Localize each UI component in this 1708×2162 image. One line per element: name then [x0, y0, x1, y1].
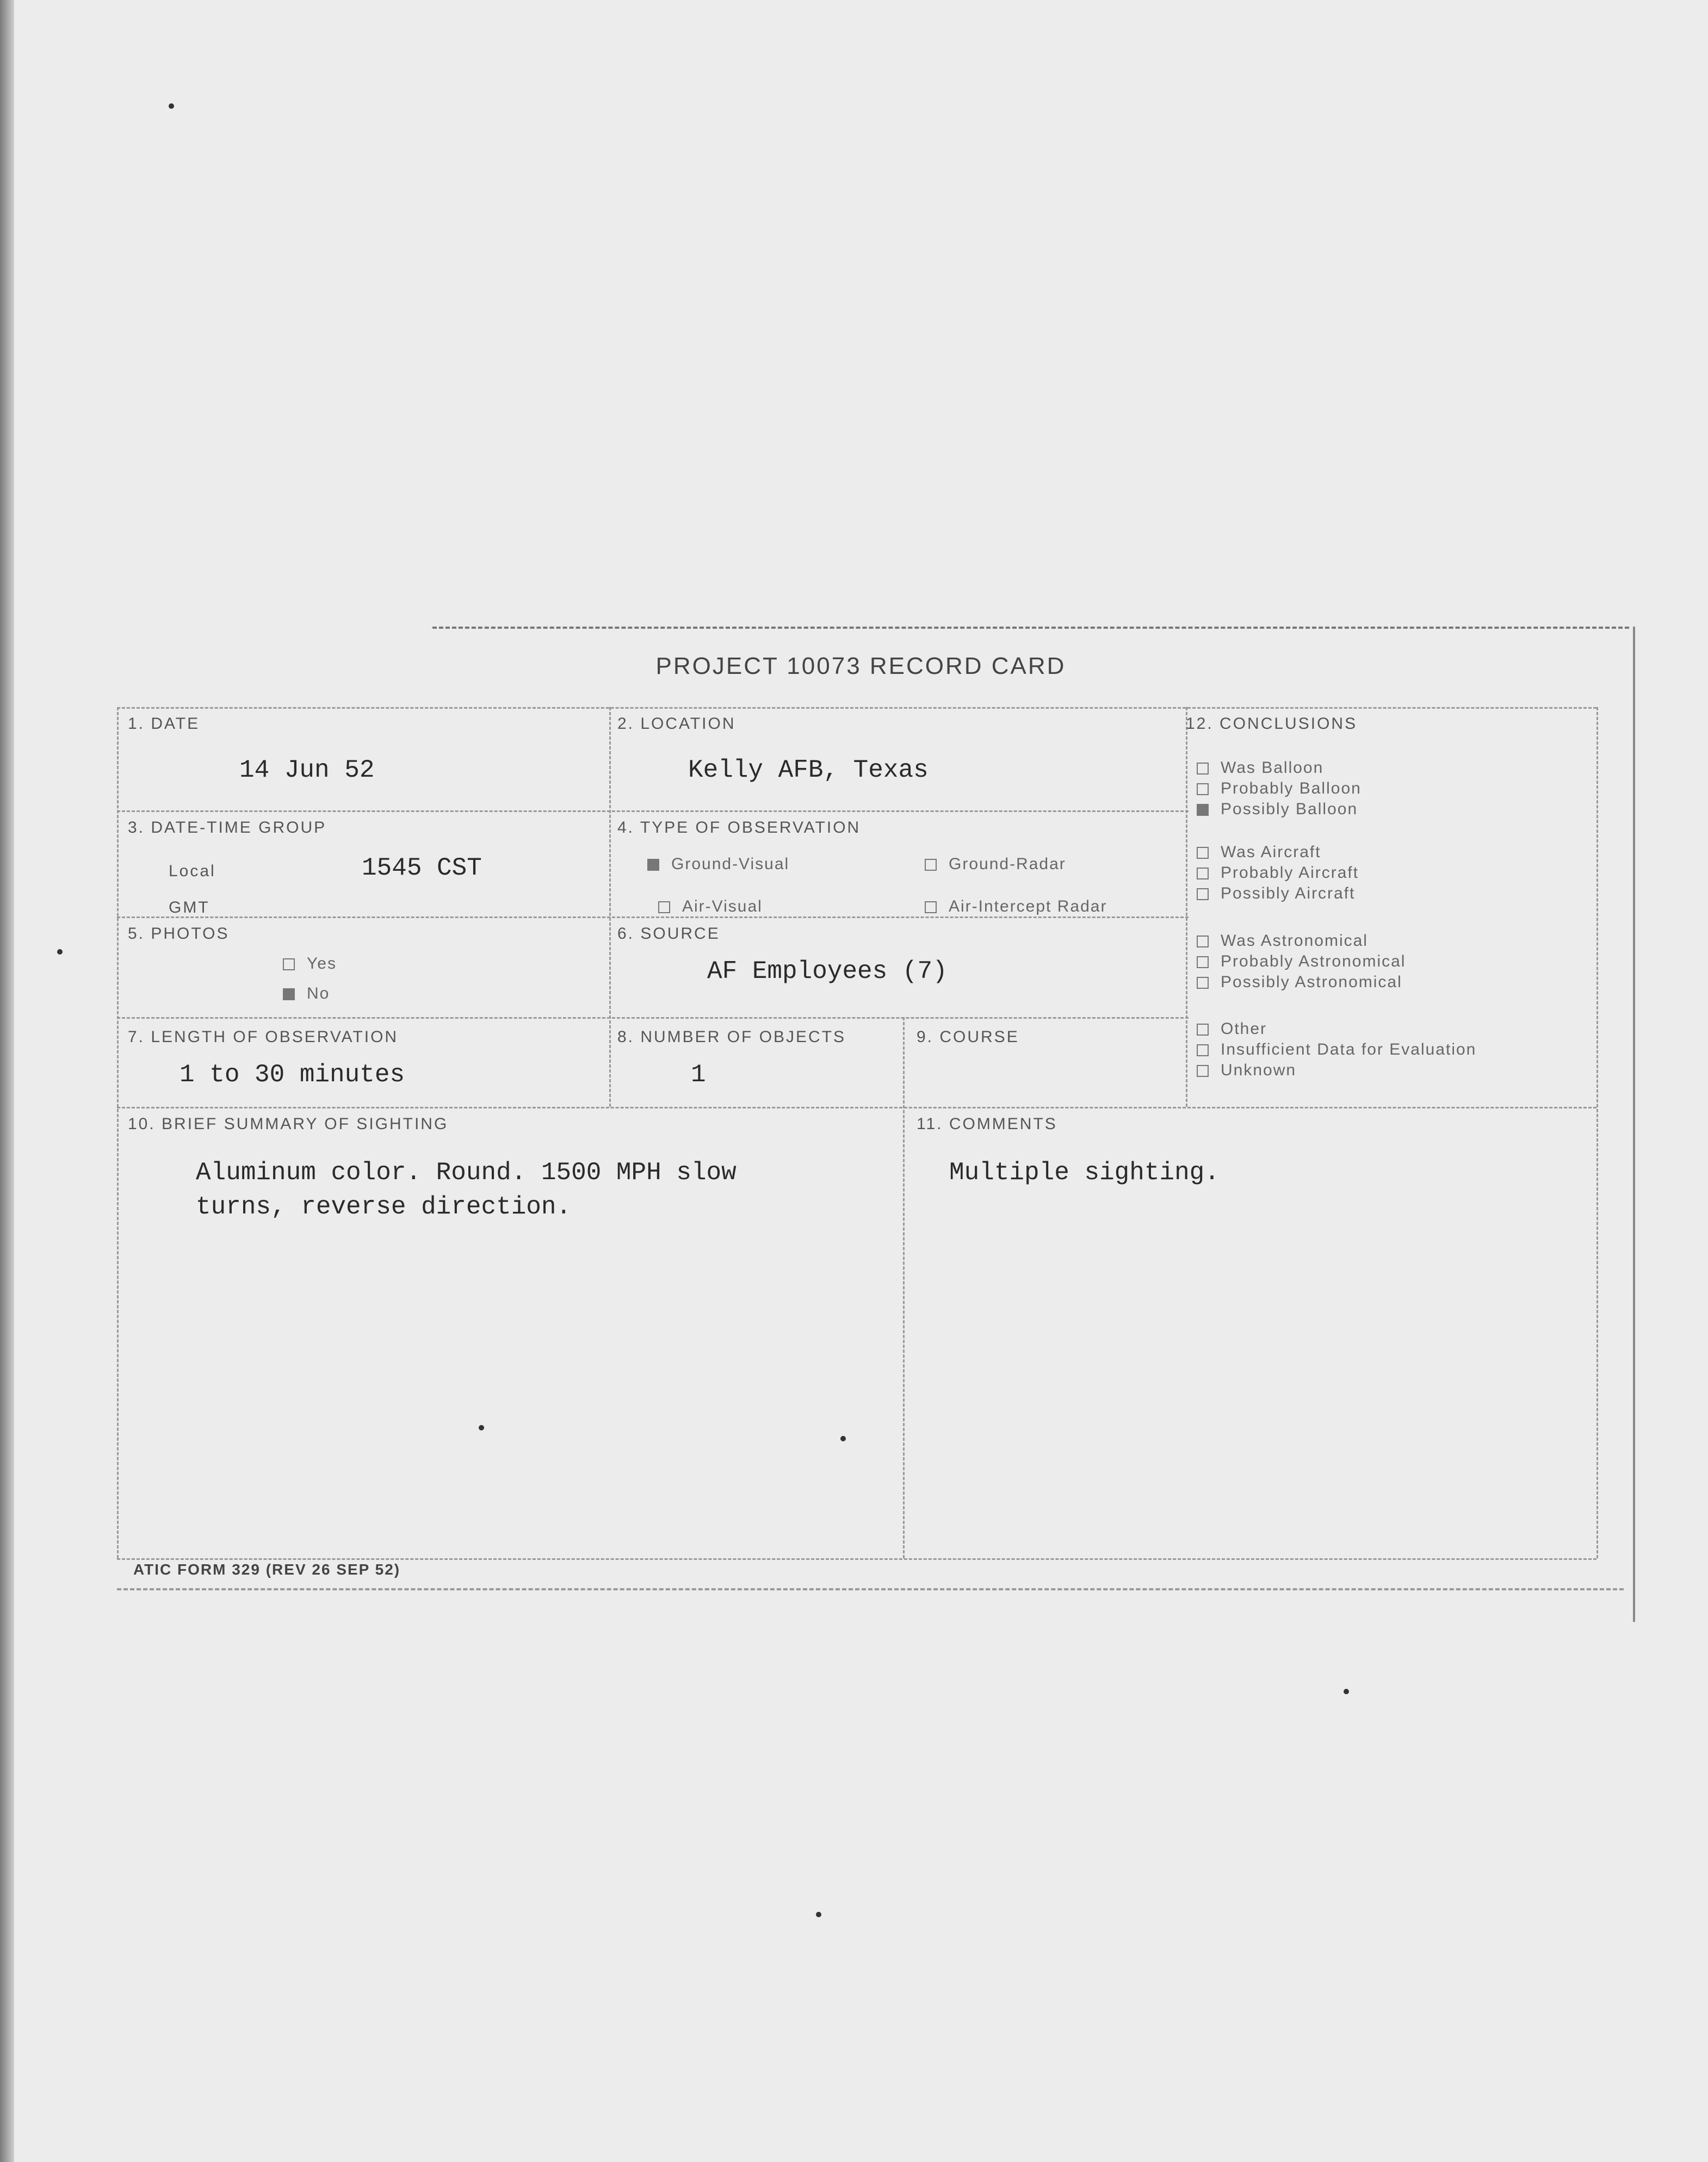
- scan-speck: [816, 1912, 821, 1917]
- divider: [1596, 707, 1598, 1558]
- checkbox: [1197, 956, 1209, 968]
- scan-speck: [169, 103, 174, 109]
- checkbox: [1197, 847, 1209, 859]
- photos-label: 5. PHOTOS: [128, 925, 230, 943]
- option-air-visual: Air-Visual: [658, 897, 763, 916]
- objects-label: 8. NUMBER OF OBJECTS: [617, 1028, 846, 1046]
- scan-speck: [57, 949, 63, 955]
- checkbox: [1197, 868, 1209, 879]
- date-label: 1. DATE: [128, 715, 200, 733]
- scan-speck: [840, 1436, 846, 1441]
- card-right-border: [1633, 627, 1635, 1622]
- conclusion-probably-aircraft: Probably Aircraft: [1197, 864, 1359, 882]
- conclusion-was-astronomical: Was Astronomical: [1197, 932, 1368, 950]
- divider: [117, 1017, 1189, 1019]
- checkbox: [1197, 1065, 1209, 1077]
- option-ground-radar: Ground-Radar: [925, 855, 1066, 874]
- scan-speck: [1344, 1689, 1349, 1694]
- checkbox-checked: [283, 988, 295, 1000]
- scan-speck: [479, 1425, 484, 1430]
- option-ground-visual: Ground-Visual: [647, 855, 789, 874]
- divider: [1186, 707, 1187, 1107]
- divider: [117, 707, 1596, 709]
- conclusion-other: Other: [1197, 1020, 1267, 1038]
- dtg-local-label: Local: [169, 862, 216, 880]
- divider: [117, 916, 1189, 918]
- comments-label: 11. COMMENTS: [917, 1115, 1057, 1133]
- card-title: PROJECT 10073 RECORD CARD: [655, 653, 1066, 679]
- checkbox-checked: [647, 859, 659, 871]
- conclusion-unknown: Unknown: [1197, 1061, 1296, 1080]
- checkbox: [1197, 936, 1209, 947]
- divider: [117, 810, 1189, 812]
- conclusion-probably-balloon: Probably Balloon: [1197, 779, 1362, 798]
- conclusion-possibly-aircraft: Possibly Aircraft: [1197, 884, 1355, 903]
- checkbox: [1197, 977, 1209, 989]
- photos-no: No: [283, 984, 330, 1003]
- source-value: AF Employees (7): [707, 957, 948, 986]
- divider: [117, 1558, 1596, 1560]
- form-footer: ATIC FORM 329 (REV 26 SEP 52): [133, 1561, 401, 1578]
- conclusion-possibly-astronomical: Possibly Astronomical: [1197, 973, 1402, 992]
- card-bottom-border: [117, 1588, 1624, 1590]
- summary-line-2: turns, reverse direction.: [196, 1193, 572, 1221]
- length-label: 7. LENGTH OF OBSERVATION: [128, 1028, 399, 1046]
- dtg-gmt-label: GMT: [169, 899, 210, 916]
- film-edge: [0, 0, 14, 2162]
- conclusion-was-balloon: Was Balloon: [1197, 759, 1323, 777]
- checkbox: [925, 859, 937, 871]
- conclusion-probably-astronomical: Probably Astronomical: [1197, 952, 1406, 971]
- divider: [609, 707, 611, 1107]
- divider: [903, 1017, 905, 1558]
- checkbox: [658, 901, 670, 913]
- checkbox: [1197, 763, 1209, 775]
- record-card: [117, 653, 1605, 1558]
- length-value: 1 to 30 minutes: [180, 1061, 405, 1089]
- card-top-border: [432, 627, 1629, 629]
- objects-value: 1: [691, 1061, 706, 1089]
- checkbox: [283, 958, 295, 970]
- conclusion-was-aircraft: Was Aircraft: [1197, 843, 1321, 862]
- divider: [117, 707, 119, 1558]
- location-value: Kelly AFB, Texas: [688, 756, 929, 784]
- divider: [117, 1107, 1596, 1108]
- course-label: 9. COURSE: [917, 1028, 1019, 1046]
- checkbox: [1197, 1024, 1209, 1036]
- conclusion-insufficient-data: Insufficient Data for Evaluation: [1197, 1040, 1476, 1059]
- observation-type-label: 4. TYPE OF OBSERVATION: [617, 819, 861, 837]
- checkbox: [1197, 888, 1209, 900]
- option-air-intercept-radar: Air-Intercept Radar: [925, 897, 1107, 916]
- checkbox: [1197, 783, 1209, 795]
- summary-line-1: Aluminum color. Round. 1500 MPH slow: [196, 1159, 737, 1187]
- conclusion-possibly-balloon: Possibly Balloon: [1197, 800, 1358, 819]
- comments-value: Multiple sighting.: [949, 1159, 1220, 1187]
- photos-yes: Yes: [283, 955, 337, 973]
- dtg-local-value: 1545 CST: [362, 854, 482, 882]
- checkbox: [1197, 1044, 1209, 1056]
- checkbox-checked: [1197, 804, 1209, 816]
- conclusions-label: 12. CONCLUSIONS: [1186, 715, 1358, 733]
- source-label: 6. SOURCE: [617, 925, 720, 943]
- date-value: 14 Jun 52: [239, 756, 375, 784]
- location-label: 2. LOCATION: [617, 715, 736, 733]
- checkbox: [925, 901, 937, 913]
- summary-label: 10. BRIEF SUMMARY OF SIGHTING: [128, 1115, 449, 1133]
- dtg-label: 3. DATE-TIME GROUP: [128, 819, 327, 837]
